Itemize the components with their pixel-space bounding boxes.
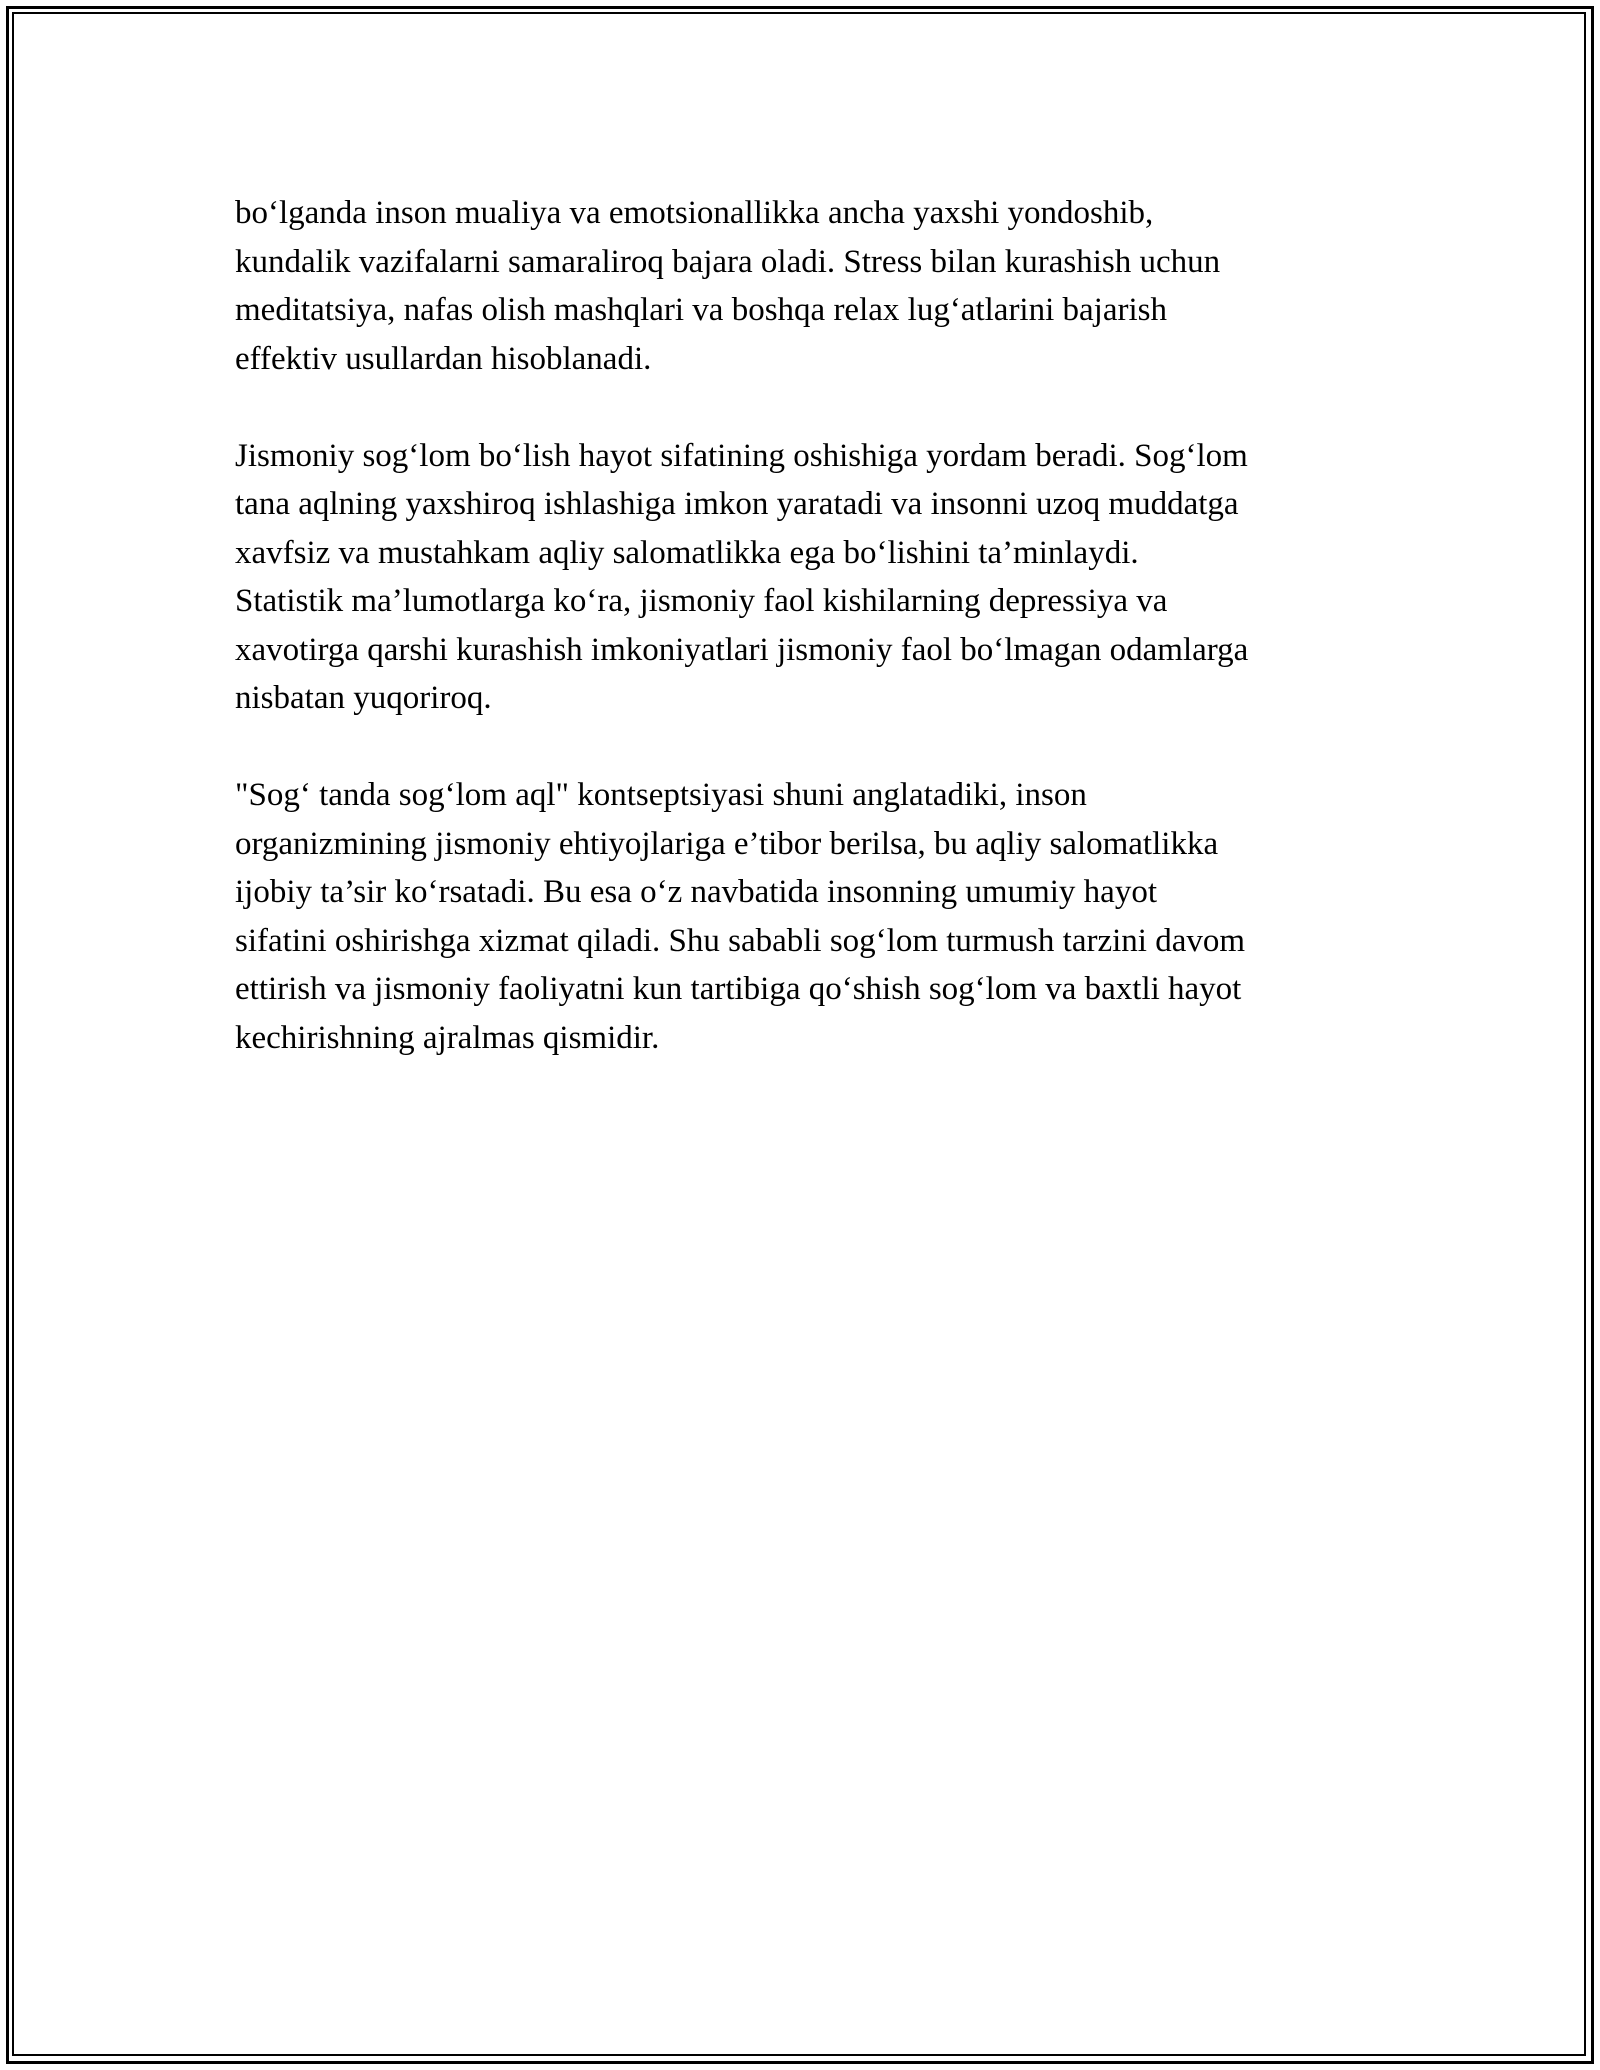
paragraph-2: [235, 432, 1405, 723]
text-line: bo‘lganda inson mualiya va emotsionallikka ancha yaxshi yondoshib,: [235, 195, 1154, 231]
text-line: ettirish va jismoniy faoliyatni kun tartibiga qo‘shish sog‘lom va baxtli hayot: [235, 971, 1242, 1007]
paragraph-3: [235, 771, 1405, 1062]
document-body: [235, 189, 1405, 1111]
text-line: sifatini oshirishga xizmat qiladi. Shu sababli sog‘lom turmush tarzini davom: [235, 922, 1246, 959]
text-line: xavfsiz va mustahkam aqliy salomatlikka ega bo‘lishini ta’minlaydi.: [235, 534, 1139, 571]
text-line: "Sog‘ tanda sog‘lom aql" kontseptsiyasi shuni anglatadiki, inson: [235, 777, 1087, 813]
text-line: kechirishning ajralmas qismidir.: [235, 1019, 660, 1056]
paragraph-1: [235, 189, 1405, 383]
text-line: ijobiy ta’sir ko‘rsatadi. Bu esa o‘z navbatida insonning umumiy hayot: [235, 874, 1158, 910]
text-line: effektiv usullardan hisoblanadi.: [235, 340, 652, 377]
text-line: kundalik vazifalarni samaraliroq bajara oladi. Stress bilan kurashish uchun: [235, 243, 1221, 280]
text-line: xavotirga qarshi kurashish imkoniyatlari jismoniy faol bo‘lmagan odamlarga: [235, 631, 1249, 668]
text-line: nisbatan yuqoriroq.: [235, 680, 492, 716]
text-line: Jismoniy sog‘lom bo‘lish hayot sifatining oshishiga yordam beradi. Sog‘lom: [235, 437, 1248, 474]
text-line: Statistik ma’lumotlarga ko‘ra, jismoniy faol kishilarning depressiya va: [235, 583, 1168, 619]
text-line: tana aqlning yaxshiroq ishlashiga imkon yaratadi va insonni uzoq muddatga: [235, 486, 1239, 522]
text-line: meditatsiya, nafas olish mashqlari va boshqa relax lug‘atlarini bajarish: [235, 292, 1167, 328]
text-line: organizmining jismoniy ehtiyojlariga e’tibor berilsa, bu aqliy salomatlikka: [235, 825, 1219, 862]
